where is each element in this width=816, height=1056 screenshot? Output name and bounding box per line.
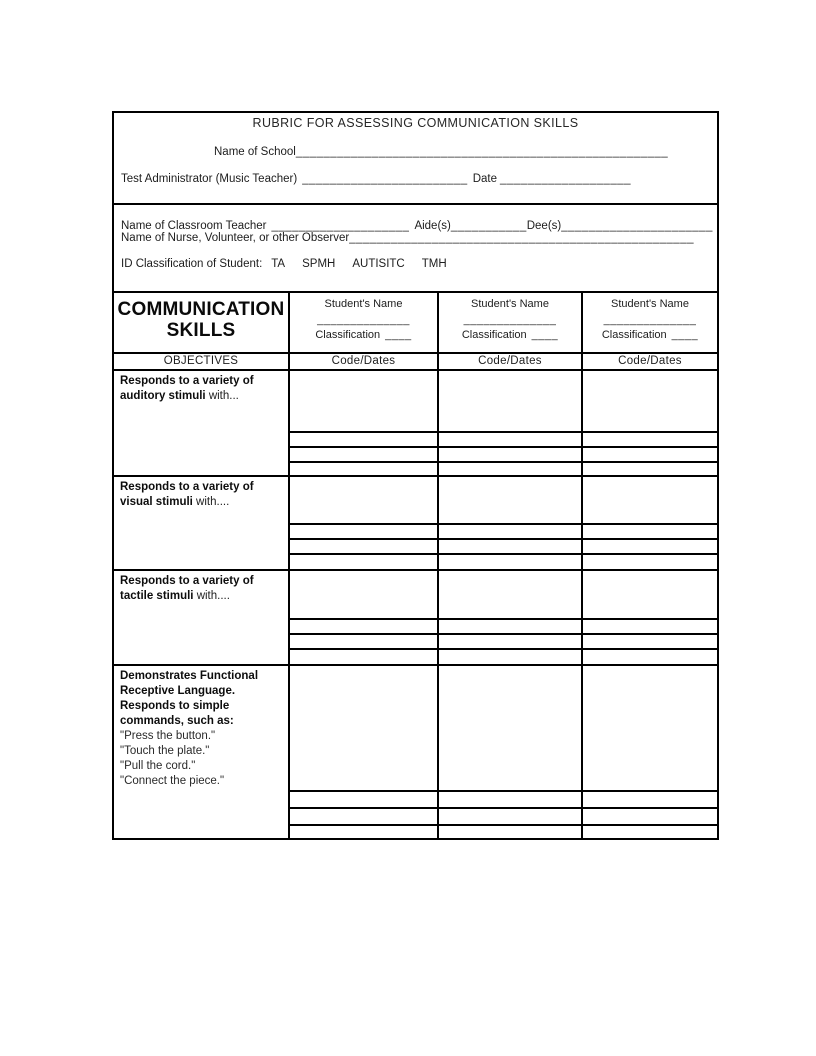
classification-blank: ____: [671, 329, 699, 341]
objective-block-auditory: [114, 369, 717, 475]
code-dates-cell: [288, 553, 437, 569]
objective-text: [114, 371, 288, 475]
date-label: Date: [472, 173, 497, 185]
date-blank: ___________________: [499, 173, 632, 185]
objective-block-tactile: [114, 569, 717, 664]
code-dates-cell: [437, 571, 581, 618]
aide-blank: ___________: [450, 220, 527, 232]
aide-label: Aide(s): [414, 220, 451, 232]
code-dates-cell: [437, 790, 581, 807]
code-dates-cell: [437, 553, 581, 569]
student-name-label: Student's Name: [611, 298, 689, 310]
code-dates-header-1: Code/Dates: [288, 354, 437, 369]
code-dates-cell: [288, 824, 437, 838]
staff-info-section: [114, 203, 717, 291]
code-dates-cell: [581, 666, 717, 790]
objective-bold-line: Receptive Language.: [120, 685, 236, 697]
classification-line: [439, 328, 581, 342]
code-dates-header-2: Code/Dates: [437, 354, 581, 369]
classification-label: Classification: [601, 329, 667, 341]
code-dates-cell: [581, 553, 717, 569]
classification-blank: ____: [385, 329, 412, 341]
objective-bold-text: Responds to a variety of auditory stimuli: [120, 375, 254, 402]
code-dates-cell: [288, 790, 437, 807]
objective-bold-text: Responds to a variety of visual stimuli: [120, 481, 254, 508]
school-blank: ______________________________________________________: [295, 146, 669, 158]
code-dates-header-3: Code/Dates: [581, 354, 717, 369]
objective-regular-text: with....: [193, 590, 230, 602]
code-dates-cell: [581, 824, 717, 838]
code-dates-cell: [288, 648, 437, 664]
code-dates-cell: [437, 633, 581, 648]
code-dates-cell: [288, 538, 437, 553]
code-dates-cell: [437, 371, 581, 431]
id-option-autisitc: AUTISITC: [352, 258, 405, 270]
communication-skills-line2: SKILLS: [166, 320, 236, 341]
code-dates-cell: [581, 446, 717, 461]
code-dates-cell: [581, 538, 717, 553]
student-name-label: Student's Name: [324, 298, 403, 310]
form-title: RUBRIC FOR ASSESSING COMMUNICATION SKILLS: [252, 116, 579, 130]
id-option-ta: TA: [271, 258, 286, 270]
objective-text: [114, 571, 288, 664]
id-classification-label: ID Classification of Student:: [121, 258, 263, 270]
dee-blank: ______________________: [561, 220, 713, 232]
code-dates-cell: [437, 807, 581, 824]
objective-bold-text: Responds to a variety of tactile stimuli: [120, 575, 254, 602]
code-dates-cell: [437, 431, 581, 446]
command-example: "Connect the piece.": [120, 775, 225, 787]
classification-line: [583, 328, 717, 342]
code-dates-cell: [288, 431, 437, 446]
code-dates-cell: [288, 633, 437, 648]
table-header-row: [114, 291, 717, 352]
objective-text: [114, 477, 288, 569]
classification-blank: ____: [531, 329, 559, 341]
student-name-blank: ______________: [463, 314, 557, 326]
code-dates-cell: [288, 523, 437, 538]
code-dates-cell: [581, 431, 717, 446]
classification-line: [290, 328, 437, 342]
code-dates-cell: [581, 461, 717, 475]
code-dates-cell: [581, 618, 717, 633]
administrator-label: Test Administrator (Music Teacher): [121, 173, 298, 185]
code-dates-cell: [437, 648, 581, 664]
code-dates-cell: [437, 824, 581, 838]
classroom-teacher-blank: ____________________: [271, 220, 410, 232]
school-label: Name of School: [214, 146, 296, 158]
objectives-header: OBJECTIVES: [163, 355, 239, 367]
id-option-spmh: SPMH: [302, 258, 336, 270]
observer-label: Name of Nurse, Volunteer, or other Observer: [121, 232, 350, 244]
code-dates-cell: [581, 648, 717, 664]
code-dates-cell: [581, 807, 717, 824]
objective-bold-line: Demonstrates Functional: [120, 670, 259, 682]
communication-skills-line1: COMMUNICATION: [117, 299, 285, 320]
student-name-blank: ______________: [603, 314, 697, 326]
objective-block-visual: [114, 475, 717, 569]
objective-bold-line: Responds to simple: [120, 700, 230, 712]
objective-bold-line: commands, such as:: [120, 715, 234, 727]
id-option-tmh: TMH: [421, 258, 447, 270]
objective-regular-text: with....: [192, 496, 230, 508]
student-column-header-1: [288, 293, 437, 352]
code-dates-cell: [288, 618, 437, 633]
code-dates-cell: [288, 461, 437, 475]
objectives-header-row: [114, 352, 717, 369]
code-dates-cell: [437, 446, 581, 461]
dee-label: Dee(s): [526, 220, 562, 232]
objective-block-receptive-language: [114, 664, 717, 838]
code-dates-cell: [288, 807, 437, 824]
observer-blank: __________________________________________________: [349, 232, 694, 244]
classification-label: Classification: [461, 329, 527, 341]
code-dates-cell: [581, 371, 717, 431]
code-dates-cell: [437, 477, 581, 523]
communication-skills-header: [114, 293, 288, 352]
code-dates-cell: [581, 790, 717, 807]
code-dates-cell: [437, 538, 581, 553]
form-header-section: [114, 113, 717, 203]
classroom-teacher-field: [114, 220, 717, 232]
code-dates-cell: [437, 461, 581, 475]
code-dates-cell: [437, 618, 581, 633]
student-name-label: Student's Name: [471, 298, 549, 310]
command-example: "Touch the plate.": [120, 745, 210, 757]
code-dates-cell: [581, 633, 717, 648]
code-dates-cell: [288, 477, 437, 523]
objective-text: [114, 666, 288, 838]
code-dates-cell: [581, 523, 717, 538]
id-classification-field: [114, 258, 717, 270]
code-dates-cell: [437, 523, 581, 538]
administrator-blank: ________________________: [302, 173, 468, 185]
code-dates-cell: [288, 446, 437, 461]
command-example: "Pull the cord.": [120, 760, 196, 772]
student-column-header-3: [581, 293, 717, 352]
code-dates-cell: [288, 371, 437, 431]
observer-field: [114, 232, 717, 244]
code-dates-cell: [288, 571, 437, 618]
school-field: [114, 146, 717, 158]
administrator-field: [114, 173, 717, 185]
code-dates-cell: [581, 477, 717, 523]
classification-label: Classification: [315, 329, 381, 341]
code-dates-cell: [288, 666, 437, 790]
classroom-teacher-label: Name of Classroom Teacher: [121, 220, 267, 232]
code-dates-cell: [437, 666, 581, 790]
code-dates-cell: [581, 571, 717, 618]
objective-regular-text: with...: [205, 390, 239, 402]
student-name-blank: ______________: [317, 314, 410, 326]
student-column-header-2: [437, 293, 581, 352]
rubric-form: [112, 111, 719, 840]
command-example: "Press the button.": [120, 730, 216, 742]
